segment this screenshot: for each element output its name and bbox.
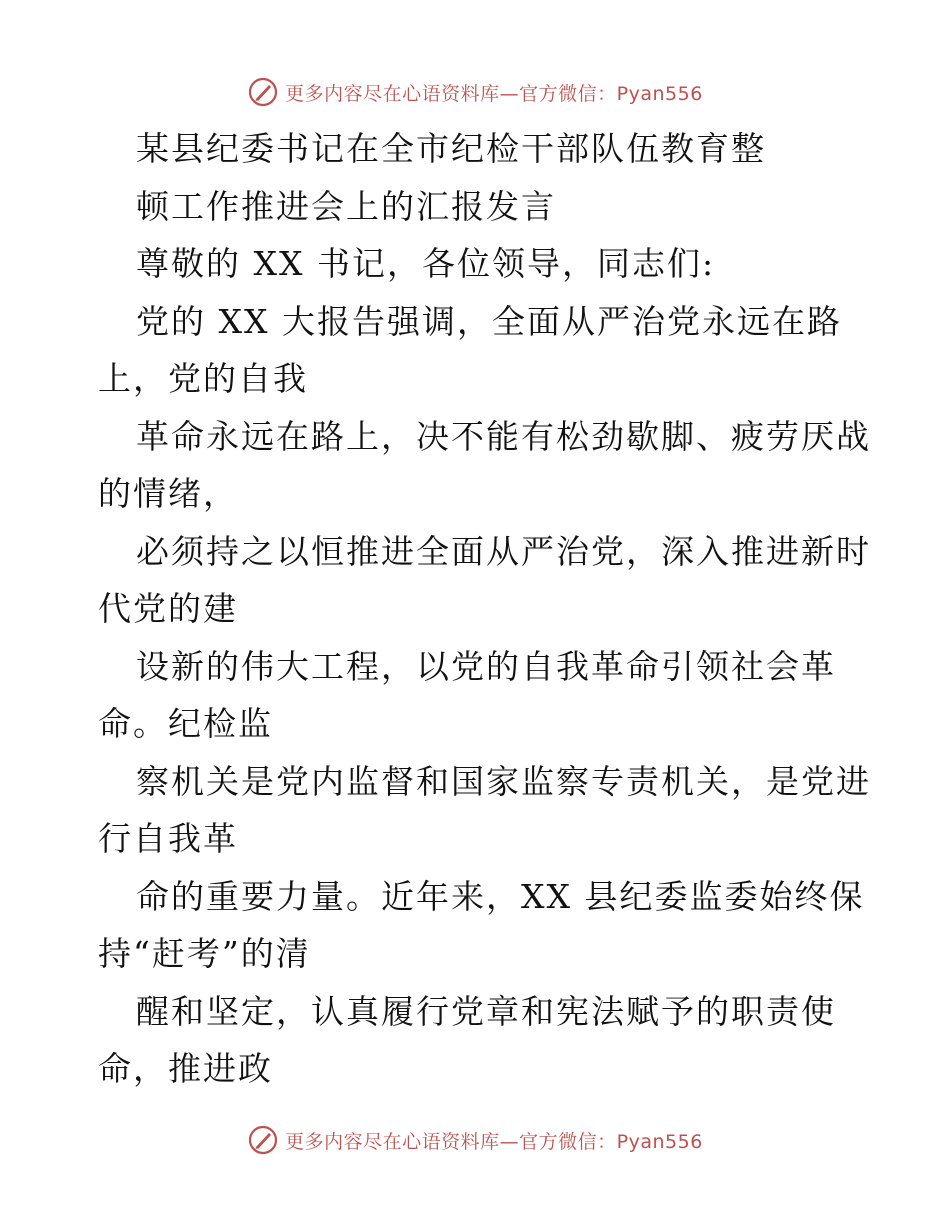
doc-line: 尊敬的 XX 书记，各位领导，同志们: — [136, 244, 716, 283]
doc-line: 命。纪检监 — [98, 704, 273, 743]
quill-seal-icon — [247, 1124, 279, 1156]
doc-line: 顿工作推进会上的汇报发言 — [136, 186, 556, 226]
document-body — [98, 120, 871, 1098]
footer-banner — [0, 1120, 950, 1160]
doc-line: 持“赶考”的清 — [98, 934, 311, 973]
doc-line: 必须持之以恒推进全面从严治党，深入推进新时 — [136, 531, 871, 571]
doc-line: 革命永远在路上，决不能有松劲歇脚、疲劳厌战 — [136, 416, 871, 456]
doc-line: 上，党的自我 — [98, 359, 308, 398]
doc-line: 命，推进政 — [98, 1049, 273, 1088]
doc-line: 醒和坚定，认真履行党章和宪法赋予的职责使 — [136, 991, 836, 1031]
doc-line: 党的 XX 大报告强调，全面从严治党永远在路 — [136, 301, 842, 341]
banner-text: 更多内容尽在心语资料库—官方微信：Pyan556 — [285, 82, 703, 105]
banner-text: 更多内容尽在心语资料库—官方微信：Pyan556 — [285, 1130, 703, 1153]
doc-line: 命的重要力量。近年来，XX 县纪委监委始终保 — [136, 876, 865, 916]
doc-line: 某县纪委书记在全市纪检干部队伍教育整 — [136, 129, 766, 168]
quill-seal-icon — [247, 76, 279, 108]
doc-line: 察机关是党内监督和国家监察专责机关，是党进 — [136, 761, 871, 801]
doc-line: 代党的建 — [98, 589, 238, 628]
doc-line: 的情绪， — [98, 474, 238, 513]
doc-line: 设新的伟大工程，以党的自我革命引领社会革 — [136, 646, 836, 686]
doc-line: 行自我革 — [98, 819, 238, 858]
header-banner — [0, 72, 950, 112]
